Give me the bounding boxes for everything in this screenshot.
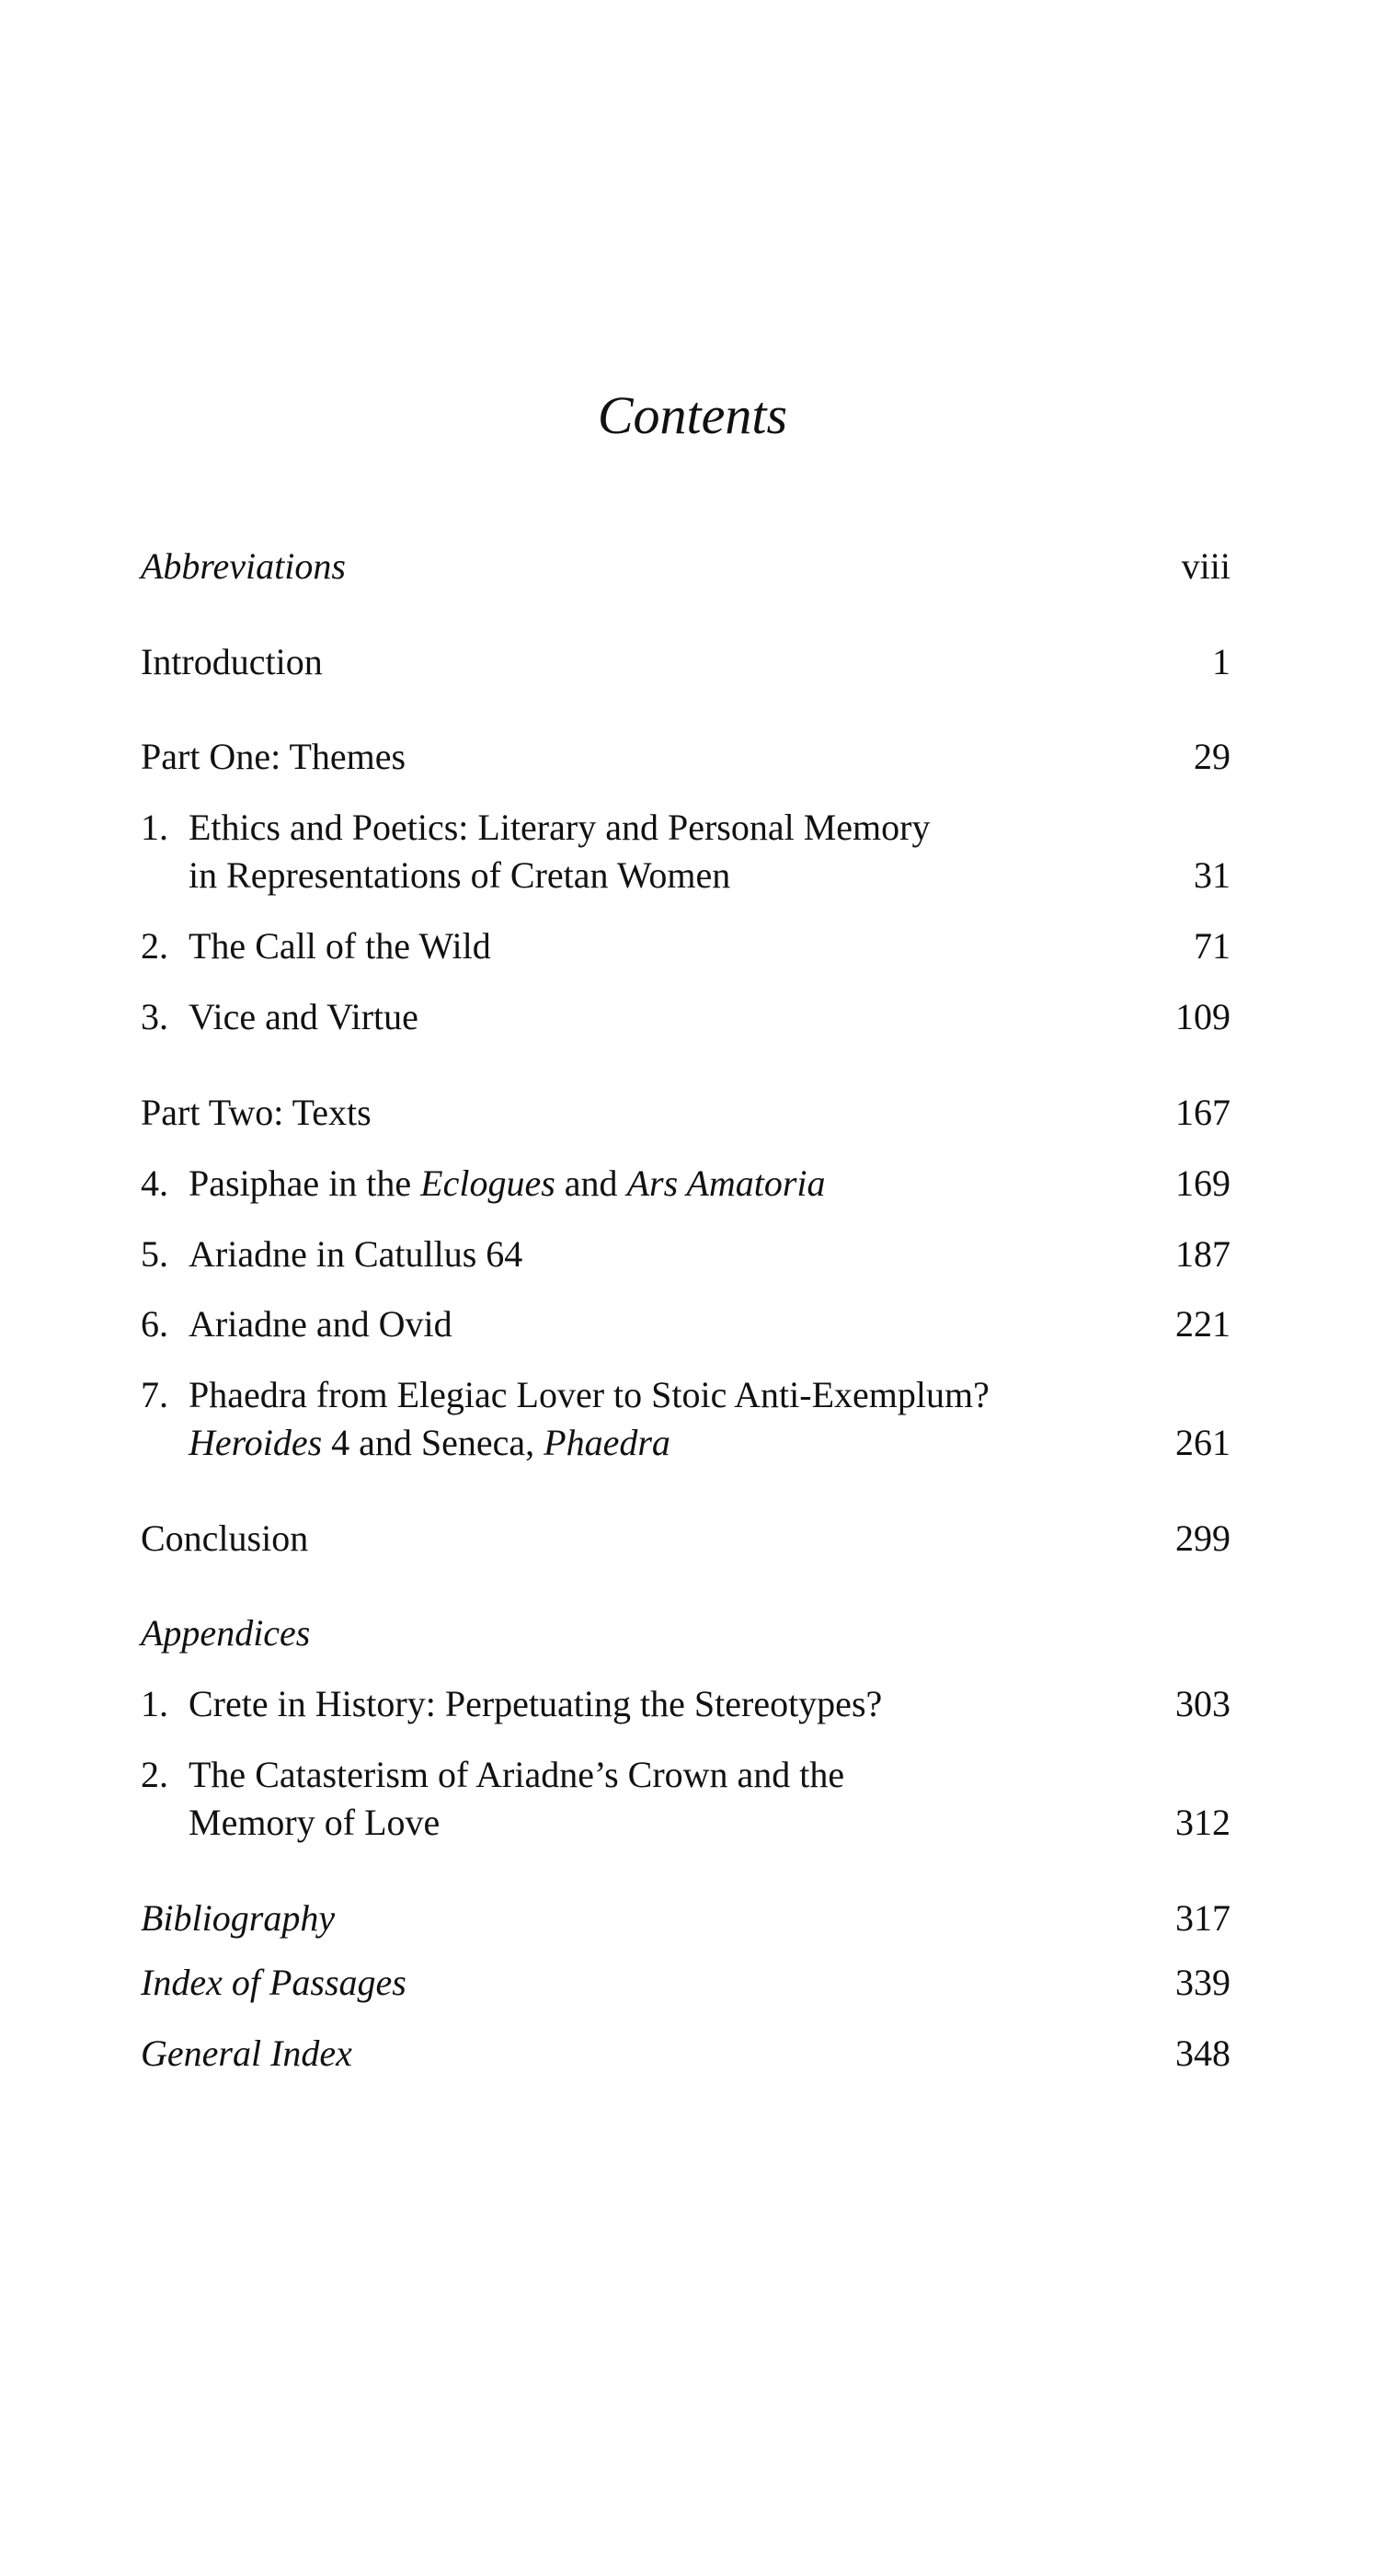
toc-entry-label [141,804,1230,899]
toc-chapter-4[interactable] [141,1160,1230,1208]
toc-page-number: 167 [1175,1092,1230,1133]
toc-entry-conclusion[interactable] [141,1515,1230,1563]
toc-entry-label: Part Two: Texts [141,1092,372,1133]
chapter-number: 5. [141,1233,168,1275]
toc-entry-bibliography[interactable] [141,1895,1230,1942]
toc-entry-general-index[interactable] [141,2030,1230,2078]
toc-page-number: 299 [1175,1517,1230,1559]
toc-page-number: 1 [1212,641,1230,682]
toc-text-italic: Eclogues [420,1162,555,1204]
toc-page-number: 71 [1194,925,1230,967]
toc-part-one[interactable] [141,733,1230,781]
toc-page-number: 312 [1175,1802,1230,1843]
toc-text-fragment: and [555,1162,627,1204]
toc-entry-label: Bibliography [141,1897,336,1939]
appendix-number: 1. [141,1683,168,1724]
toc-entry-label: Crete in History: Perpetuating the Stereotypes? [189,1683,883,1724]
toc-entry-line: The Catasterism of Ariadne’s Crown and the [189,1754,845,1795]
toc-text-italic: Phaedra [544,1422,670,1463]
toc-chapter-7[interactable] [141,1371,1230,1467]
toc-page-number: 303 [1175,1683,1230,1724]
page-title: Contents [597,385,788,445]
toc-entry-line: Phaedra from Elegiac Lover to Stoic Anti-Exemplum? [189,1374,990,1415]
toc-page-number: 187 [1175,1233,1230,1275]
toc-entry-label: General Index [141,2032,352,2074]
toc-entry-label [141,1160,1230,1208]
toc-chapter-5[interactable] [141,1231,1230,1278]
toc-appendix-1[interactable] [141,1680,1230,1728]
toc-entry-label: Ariadne in Catullus 64 [189,1233,523,1275]
toc-page-number: 261 [1175,1422,1230,1463]
toc-page-number: 348 [1175,2032,1230,2074]
toc-entry-label [141,1371,1230,1467]
toc-text-fragment: Pasiphae in the [189,1162,421,1204]
toc-chapter-6[interactable] [141,1300,1230,1348]
chapter-number: 6. [141,1303,168,1345]
toc-page-number: viii [1181,545,1230,587]
toc-entry-label: Introduction [141,641,323,682]
toc-text-fragment: 4 and Seneca, [322,1422,544,1463]
toc-appendix-2[interactable] [141,1751,1230,1847]
toc-entry-label: Abbreviations [141,545,346,587]
toc-appendices-heading [141,1609,1230,1657]
toc-page-number: 339 [1175,1962,1230,2003]
toc-entry-line: in Representations of Cretan Women [189,854,731,896]
toc-page-number: 317 [1175,1897,1230,1939]
toc-chapter-2[interactable] [141,922,1230,970]
toc-entry-label: Part One: Themes [141,736,406,777]
toc-entry-label [141,1751,1230,1847]
toc-entry-label: Appendices [141,1612,311,1654]
toc-page-number: 29 [1194,736,1230,777]
toc-entry-label: Conclusion [141,1517,309,1559]
appendix-number: 2. [141,1754,168,1795]
toc-entry-line: Ethics and Poetics: Literary and Personal Memory [189,807,931,848]
toc-page-number: 109 [1175,996,1230,1037]
chapter-number: 3. [141,996,168,1037]
toc-text-italic: Heroides [189,1422,323,1463]
toc-entry-introduction[interactable] [141,638,1230,686]
chapter-number: 4. [141,1162,168,1204]
toc-page-number: 221 [1175,1303,1230,1345]
toc-entry-index-of-passages[interactable] [141,1959,1230,2007]
toc-entry-label: Index of Passages [141,1962,406,2003]
chapter-number: 7. [141,1374,168,1415]
toc-entry-abbreviations[interactable] [141,543,1230,590]
toc-entry-line: Memory of Love [189,1802,441,1843]
toc-part-two[interactable] [141,1089,1230,1137]
toc-text-italic: Ars Amatoria [626,1162,826,1204]
toc-entry-label: Vice and Virtue [189,996,418,1037]
toc-page-number: 169 [1175,1162,1230,1204]
chapter-number: 1. [141,807,168,848]
chapter-number: 2. [141,925,168,967]
toc-chapter-3[interactable] [141,993,1230,1041]
toc-entry-label: Ariadne and Ovid [189,1303,452,1345]
toc-page-number: 31 [1194,854,1230,896]
toc-entry-label: The Call of the Wild [189,925,491,967]
toc-chapter-1[interactable] [141,804,1230,899]
